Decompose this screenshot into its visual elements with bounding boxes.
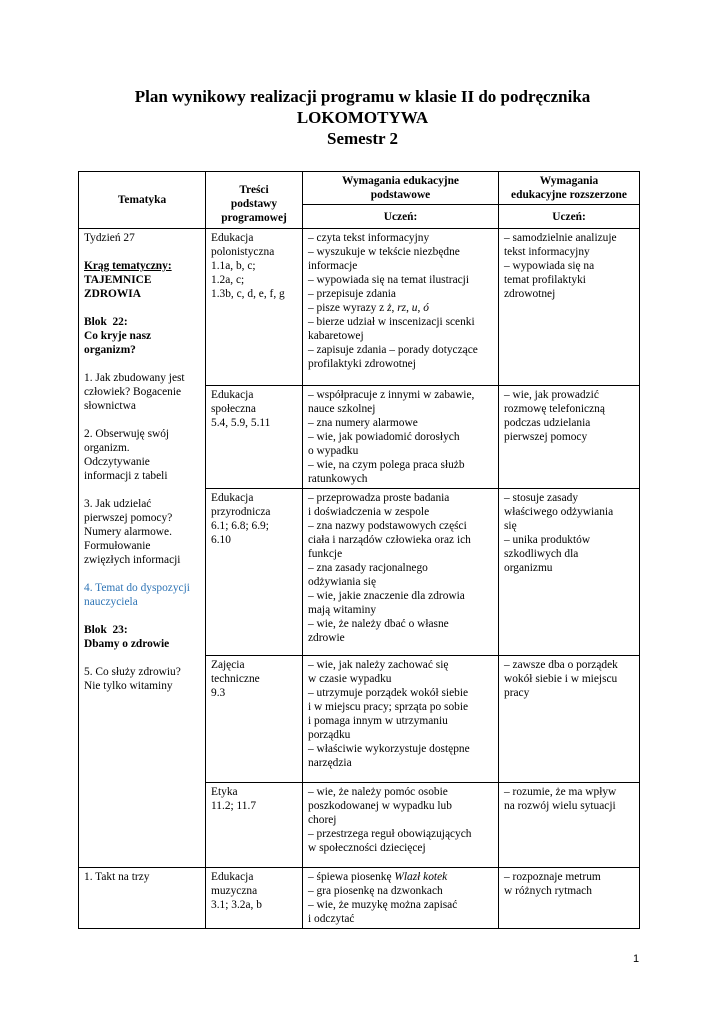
- tresci-cell: Etyka 11.2; 11.7: [206, 783, 303, 868]
- rozszerzone-cell: – stosuje zasady właściwego odżywiania się – unika produktów szkodliwych dla organizmu: [499, 489, 640, 656]
- tresci-cell: Edukacja polonistyczna 1.1a, b, c; 1.2a, c; 1.3b, c, d, e, f, g: [206, 229, 303, 386]
- krag-label: Krąg tematyczny:: [84, 260, 172, 272]
- podstawowe-cell: – śpiewa piosenkę Wlazł kotek – gra piosenkę na dzwonkach – wie, że muzykę można zapisać i odczytać: [303, 868, 499, 929]
- rozszerzone-cell: – zawsze dba o porządek wokół siebie i w miejscu pracy: [499, 656, 640, 783]
- tresci-cell: Edukacja muzyczna 3.1; 3.2a, b: [206, 868, 303, 929]
- teacher-topic: 4. Temat do dyspozycji: [84, 582, 190, 594]
- rozszerzone-cell: – rozumie, że ma wpływ na rozwój wielu sytuacji: [499, 783, 640, 868]
- song-title: Wlazł kotek: [394, 871, 448, 883]
- header-row: [79, 172, 640, 205]
- header-rozszerzone: Wymagania edukacyjne rozszerzone: [499, 172, 640, 205]
- header-uczen-podstawowe: Uczeń:: [303, 205, 499, 229]
- title-line-2: LOKOMOTYWA: [296, 108, 429, 127]
- tresci-cell: Edukacja przyrodnicza 6.1; 6.8; 6.9; 6.10: [206, 489, 303, 656]
- document-title: [0, 86, 725, 149]
- rozszerzone-cell: – samodzielnie analizuje tekst informacyjny – wypowiada się na temat profilaktyki zdrowotnej: [499, 229, 640, 386]
- table-row: [79, 229, 640, 386]
- rozszerzone-cell: – wie, jak prowadzić rozmowę telefoniczną podczas udzielania pierwszej pomocy: [499, 386, 640, 489]
- header-tresci: Treści podstawy programowej: [206, 172, 303, 229]
- rozszerzone-cell: – rozpoznaje metrum w różnych rytmach: [499, 868, 640, 929]
- plan-table: [78, 171, 640, 929]
- page-number: 1: [633, 953, 640, 965]
- tematyka-cell: Tydzień 27 Krąg tematyczny: TAJEMNICE ZDROWIA Blok 22: Co kryje nasz organizm? 1. Jak zbudowany jest człowiek? Bogacenie słownictwa 2. Obserwuję swój organizm. Odczytywanie informacji z tabeli 3. Jak udzielać pierwszej pomocy? Numery alarmowe. Formułowanie zwięzłych informacji 4. Temat do dyspozycji nauczyciela Blok 23: Dbamy o zdrowie 5. Co służy zdrowiu? Nie tylko witaminy: [79, 229, 206, 868]
- tematyka-cell: 1. Takt na trzy: [79, 868, 206, 929]
- podstawowe-cell: – wie, że należy pomóc osobie poszkodowanej w wypadku lub chorej – przestrzega reguł obowiązujących w społeczności dziecięcej: [303, 783, 499, 868]
- header-uczen-rozszerzone: Uczeń:: [499, 205, 640, 229]
- header-tematyka: Tematyka: [79, 172, 206, 229]
- podstawowe-cell: – przeprowadza proste badania i doświadczenia w zespole – zna nazwy podstawowych części ciała i narządów człowieka oraz ich funkcje – zna zasady racjonalnego odżywiania się – wie, jakie znaczenie dla zdrowia mają witaminy – wie, że należy dbać o własne zdrowie: [303, 489, 499, 656]
- header-podstawowe: Wymagania edukacyjne podstawowe: [303, 172, 499, 205]
- tresci-cell: Edukacja społeczna 5.4, 5.9, 5.11: [206, 386, 303, 489]
- title-line-3: Semestr 2: [327, 129, 398, 148]
- podstawowe-cell: – wie, jak należy zachować się w czasie wypadku – utrzymuje porządek wokół siebie i w miejscu pracy; sprząta po sobie i pomaga innym w utrzymaniu porządku – właściwie wykorzystuje dostępne narzędzia: [303, 656, 499, 783]
- table-row: [79, 868, 640, 929]
- podstawowe-cell: – współpracuje z innymi w zabawie, nauce szkolnej – zna numery alarmowe – wie, jak powiadomić dorosłych o wypadku – wie, na czym polega praca służb ratunkowych: [303, 386, 499, 489]
- podstawowe-cell: – czyta tekst informacyjny – wyszukuje w tekście niezbędne informacje – wypowiada się na temat ilustracji – przepisuje zdania – pisze wyrazy z ż, rz, u, ó – bierze udział w inscenizacji scenki kabaretowej – zapisuje zdania – porady dotyczące profilaktyki zdrowotnej: [303, 229, 499, 386]
- tresci-cell: Zajęcia techniczne 9.3: [206, 656, 303, 783]
- title-line-1: Plan wynikowy realizacji programu w klasie II do podręcznika: [134, 87, 591, 106]
